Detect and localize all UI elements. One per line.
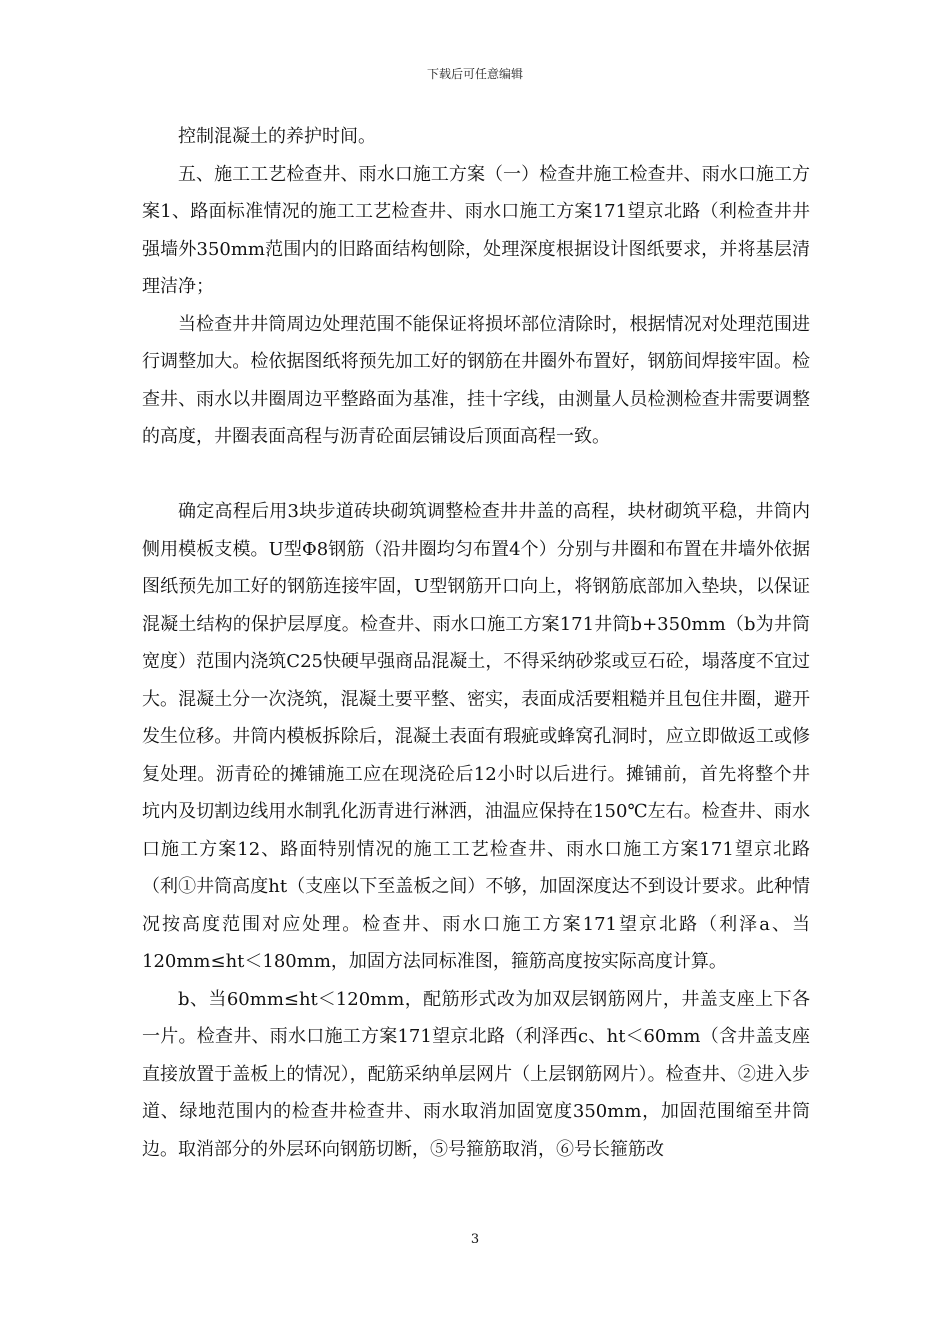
paragraph: 确定高程后用3块步道砖块砌筑调整检查井井盖的高程，块材砌筑平稳，井筒内侧用模板支模。U型Φ8钢筋（沿井圈均匀布置4个）分别与井圈和布置在井墙外依据图纸预先加工好的钢筋连接牢固，U型钢筋开口向上，将钢筋底部加入垫块，以保证混凝土结构的保护层厚度。检查井、雨水口施工方案171井筒b+350mm（b为井筒宽度）范围内浇筑C25快硬早强商品混凝土，不得采纳砂浆或豆石砼，塌落度不宜过大。混凝土分一次浇筑，混凝土要平整、密实，表面成活要粗糙并且包住井圈，避开发生位移。井筒内模板拆除后，混凝土表面有瑕疵或蜂窝孔洞时，应立即做返工或修复处理。沥青砼的摊铺施工应在现浇砼后12小时以后进行。摊铺前，首先将整个井坑内及切割边线用水制乳化沥青进行淋洒，油温应保持在150℃左右。检查井、雨水口施工方案12、路面特别情况的施工工艺检查井、雨水口施工方案171望京北路（利①井筒高度ht（支座以下至盖板之间）不够，加固深度达不到设计要求。此种情况按高度范围对应处理。检查井、雨水口施工方案171望京北路（利泽a、当120mm≤ht＜180mm，加固方法同标准图，箍筋高度按实际高度计算。 (142, 501, 810, 972)
paragraph: 五、施工工艺检查井、雨水口施工方案（一）检查井施工检查井、雨水口施工方案1、路面标准情况的施工工艺检查井、雨水口施工方案171望京北路（利检查井井强墙外350mm范围内的旧路面结构刨除，处理深度根据设计图纸要求，并将基层清理洁净； (142, 163, 810, 297)
page-number: 3 (470, 1232, 480, 1247)
paragraph-spacer (142, 456, 810, 494)
paragraph: b、当60mm≤ht＜120mm，配筋形式改为加双层钢筋网片，井盖支座上下各一片。检查井、雨水口施工方案171望京北路（利泽西c、ht＜60mm（含井盖支座直接放置于盖板上的情况），配筋采纳单层网片（上层钢筋网片）。检查井、②进入步道、绿地范围内的检查井检查井、雨水取消加固宽度350mm，加固范围缩至井筒边。取消部分的外层环向钢筋切断，⑤号箍筋取消，⑥号长箍筋改 (142, 988, 810, 1160)
paragraph: 当检查井井筒周边处理范围不能保证将损坏部位清除时，根据情况对处理范围进行调整加大。检依据图纸将预先加工好的钢筋在井圈外布置好，钢筋间焊接牢固。检查井、雨水以井圈周边平整路面为基准，挂十字线，由测量人员检测检查井需要调整的高度，井圈表面高程与沥青砼面层铺设后顶面高程一致。 (142, 313, 810, 447)
paragraph: 控制混凝土的养护时间。 (178, 126, 376, 147)
body-text (142, 118, 810, 1168)
page-header: 下载后可任意编辑 (426, 67, 523, 81)
